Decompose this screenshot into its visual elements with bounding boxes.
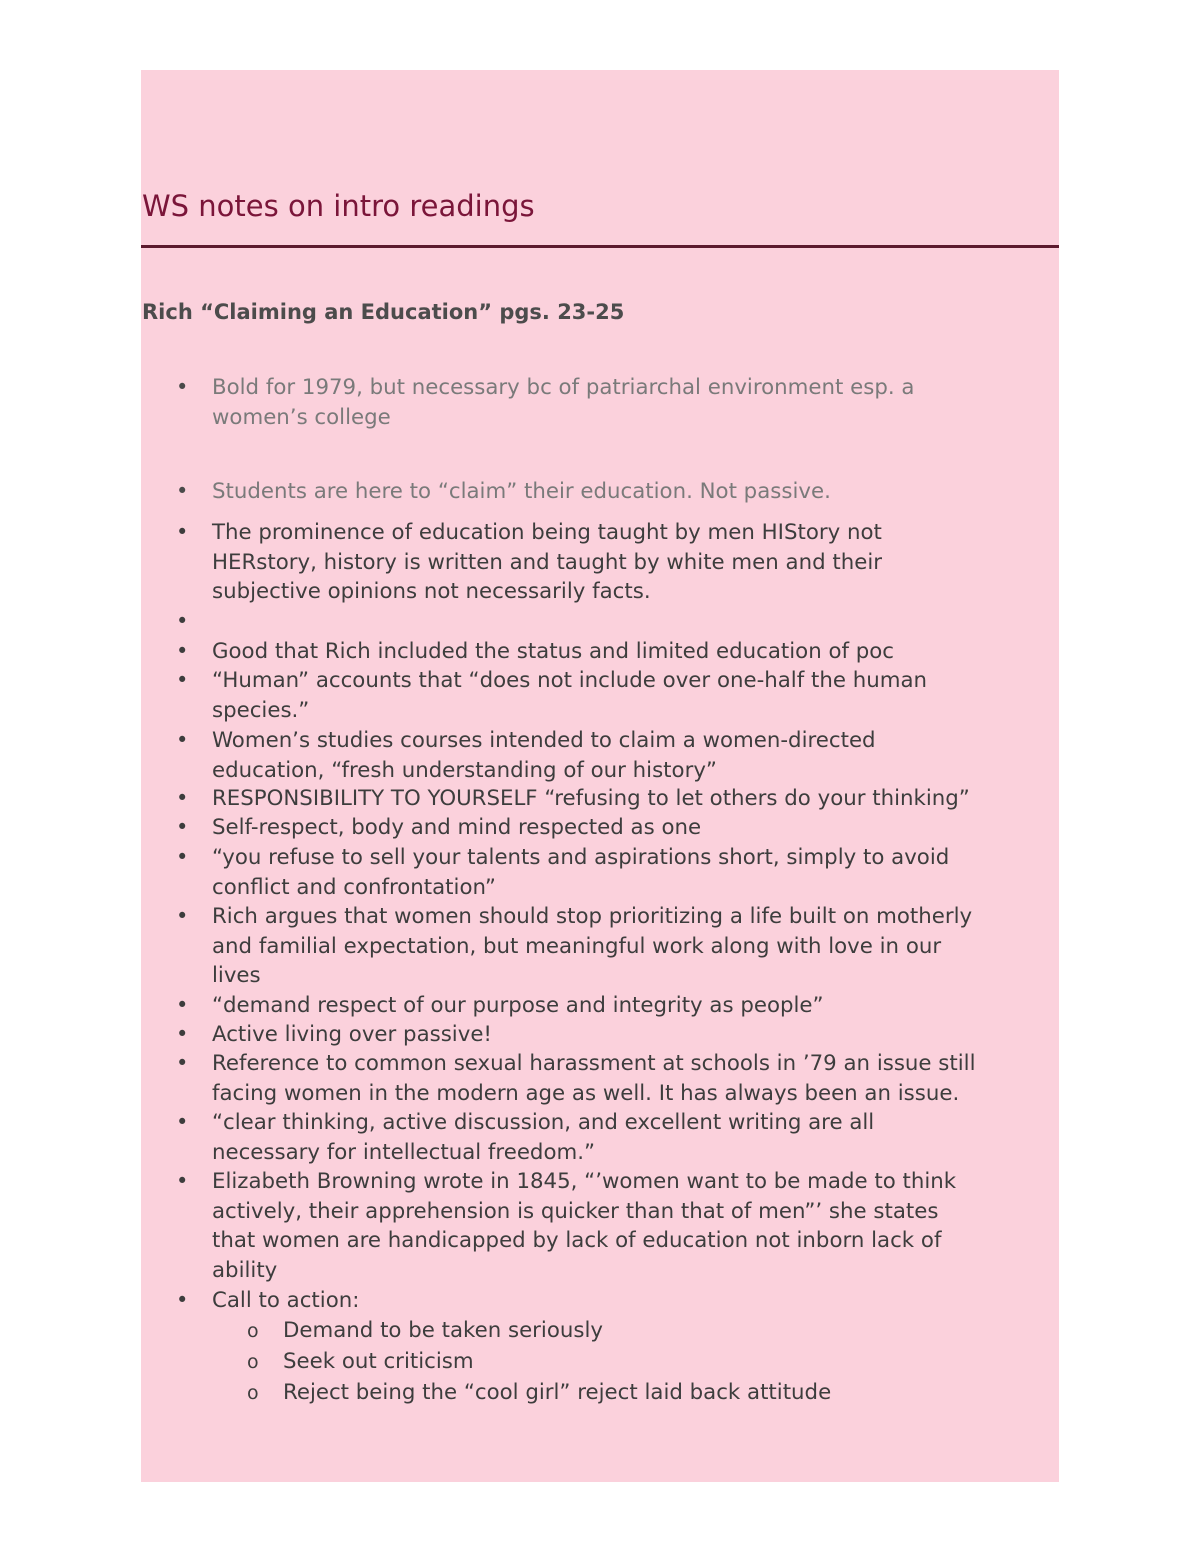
list-item-line: conflict and confrontation”	[212, 874, 496, 900]
list-item-line: • RESPONSIBILITY TO YOURSELF “refusing to let others do your thinking”	[212, 786, 970, 811]
list-item-line: • Bold for 1979, but necessary bc of patriarchal environment esp. a	[212, 375, 915, 400]
list-item-line: • Reference to common sexual harassment at schools in ’79 an issue still	[212, 1051, 976, 1076]
list-item	[212, 1049, 1060, 1108]
list-item-line: • Students are here to “claim” their education. Not passive.	[212, 479, 831, 504]
list-item-line: actively, their apprehension is quicker than that of men”’ she states	[212, 1198, 939, 1224]
list-item-line: • “you refuse to sell your talents and aspirations short, simply to avoid	[212, 845, 950, 870]
title-divider	[141, 245, 1059, 248]
section-heading: Rich “Claiming an Education” pgs. 23-25	[142, 300, 625, 324]
list-item	[212, 518, 1060, 607]
list-item-line: facing women in the modern age as well. It has always been an issue.	[212, 1080, 960, 1106]
list-item	[212, 991, 1060, 1021]
list-item-line: HERstory, history is written and taught by white men and their	[212, 549, 882, 575]
document-title: WS notes on intro readings	[142, 189, 535, 223]
list-item	[212, 373, 1060, 432]
list-item-line: • Good that Rich included the status and limited education of poc	[212, 639, 895, 664]
list-item	[212, 784, 1060, 814]
list-item-line: that women are handicapped by lack of education not inborn lack of	[212, 1228, 942, 1254]
list-item-line: • The prominence of education being taught by men HIStory not	[212, 520, 882, 545]
list-item-line: lives	[212, 963, 261, 989]
list-item-line: • Rich argues that women should stop prioritizing a life built on motherly	[212, 904, 973, 929]
list-item-line: • Women’s studies courses intended to claim a women-directed	[212, 728, 876, 753]
list-item-line: • Self-respect, body and mind respected as one	[212, 815, 702, 840]
list-item-line: • Active living over passive!	[212, 1022, 492, 1047]
sub-list-item: o Reject being the “cool girl” reject laid back attitude	[283, 1378, 831, 1408]
list-item	[212, 666, 1060, 725]
list-item	[212, 1286, 1060, 1316]
list-item	[212, 477, 1060, 507]
list-item-line: • Call to action:	[212, 1288, 360, 1313]
list-item-line: necessary for intellectual freedom.”	[212, 1139, 596, 1165]
list-item-line: • “Human” accounts that “does not include over one-half the human	[212, 668, 927, 693]
list-item	[212, 1020, 1060, 1050]
list-item	[212, 813, 1060, 843]
list-item	[212, 726, 1060, 785]
list-item-line: • “clear thinking, active discussion, and excellent writing are all	[212, 1110, 875, 1135]
list-item	[212, 637, 1060, 667]
list-item	[212, 843, 1060, 902]
list-item	[212, 1167, 1060, 1286]
list-item	[212, 902, 1060, 991]
sub-list-item: o Demand to be taken seriously	[283, 1316, 603, 1346]
list-item-line: ability	[212, 1258, 278, 1284]
list-item-line: women’s college	[212, 404, 391, 430]
list-item-line: subjective opinions not necessarily facts.	[212, 579, 651, 605]
list-item	[212, 1108, 1060, 1167]
sub-list-item: o Seek out criticism	[283, 1347, 474, 1377]
list-item-line: and familial expectation, but meaningful work along with love in our	[212, 933, 942, 959]
list-item-line: • “demand respect of our purpose and integrity as people”	[212, 993, 824, 1018]
list-item-line: species.”	[212, 697, 310, 723]
list-item-line: • Elizabeth Browning wrote in 1845, “’women want to be made to think	[212, 1169, 957, 1194]
empty-list-item	[212, 607, 1060, 636]
list-item-line: education, “fresh understanding of our history”	[212, 757, 717, 783]
